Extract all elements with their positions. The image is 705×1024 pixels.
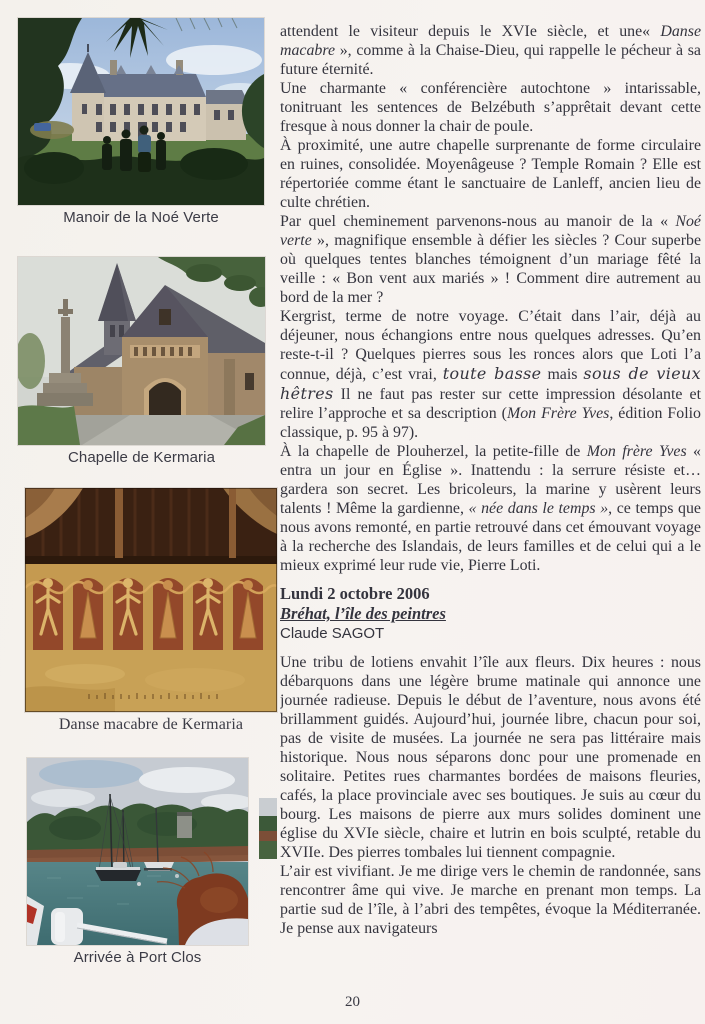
manoir-photo: [18, 18, 264, 205]
body-paragraph: Une charmante « conférencière autochtone » intarissable, tonitruant les sentences de Belzébuth s’apprêtait devant cette fresque à nous donner la chair de poule.: [280, 80, 701, 135]
port-clos-photo: [27, 758, 248, 945]
figure-manoir: [18, 18, 264, 226]
figure-caption-port-clos: Arrivée à Port Clos: [73, 949, 202, 966]
photo-sliver: [259, 798, 277, 859]
chapelle-photo: [18, 257, 265, 445]
body-paragraph: Kergrist, terme de notre voyage. C’était dans l’air, déjà au déjeuner, nous échangions entre nous quelques adresses. Qu’en reste-t-il ? Quelques pierres sous les ronces alors que Loti l’a connue, déjà, c’est vrai, toute basse mais sous de vieux hêtres Il ne faut pas rester sur cette impression désolante et relire l’approche et sa description (Mon Frère Yves, édition Folio classique, p. 95 à 97).: [280, 308, 701, 441]
figure-caption-danse-macabre: Danse macabre de Kermaria: [58, 716, 244, 733]
article-text: [280, 22, 701, 1002]
danse-macabre-photo: [25, 488, 277, 712]
figure-caption-manoir: Manoir de la Noé Verte: [63, 209, 219, 226]
page-number: 20: [345, 994, 360, 1010]
body-paragraph: L’air est vivifiant. Je me dirige vers le chemin de randonnée, sans rencontrer âme qui vive. Je marche en prenant mon temps. La partie sud de l’île, à l’abri des tempêtes, évoque la Méditerranée. Je pense aux navigateurs: [280, 863, 701, 937]
section-heading: [280, 584, 701, 643]
body-paragraph: attendent le visiteur depuis le XVIe siècle, et une« Danse macabre », comme à la Chaise-Dieu, qui rappelle le pécheur à sa future éternité.: [280, 23, 701, 78]
author-name: Claude SAGOT: [280, 625, 385, 642]
body-paragraph: À la chapelle de Plouherzel, la petite-fille de Mon frère Yves « entra un jour en Église ». Inattendu : la serrure résiste et… gardera son secret. Les bricoleurs, la marine y usèrent leurs talents ! Même la gardienne, « née dans le temps », ce temps que nous avons remonté, en partie retrouvé dans cet émouvant voyage à la recherche des Islandais, de leurs familles et de celui qui a le mieux exprimé leur rude vie, Pierre Loti.: [280, 443, 701, 574]
figure-port-clos: [27, 758, 248, 966]
section-title: Bréhat, l’île des peintres: [280, 604, 446, 623]
figure-caption-chapelle: Chapelle de Kermaria: [67, 449, 216, 466]
figure-chapelle: [18, 257, 265, 466]
body-paragraph: À proximité, une autre chapelle surprenante de forme circulaire en ruines, consolidée. Moyenâgeuse ? Temple Romain ? Elle est répertoriée comme étant le sanctuaire de Lanleff, ancien lieu de culte chrétien.: [280, 137, 701, 211]
body-paragraph: Une tribu de lotiens envahit l’île aux fleurs. Dix heures : nous débarquons dans une légère brume matinale qui annonce une journée radieuse. Depuis le début de l’aventure, nous avons été brillamment guidés. Aujourd’hui, journée libre, chacun pour soi, pas de visite de musées. La journée ne sera pas littéraire mais historique. Nous nous séparons donc pour une promenade en solitaire. Petites rues charmantes bordées de maisons fleuries, cafés, la place provinciale avec ses boutiques. Je suis au cœur du bourg. Les maisons de pierre aux murs solides dominent une église du XVIe siècle, chaire et lutrin en bois sculpté, retable du XVIIe. Des pierres tombales lui tiennent compagnie.: [280, 654, 701, 861]
body-paragraph: Par quel cheminement parvenons-nous au manoir de la « Noé verte », magnifique ensemble à défier les siècles ? Cour superbe où quelques tentes blanches témoignent d’un mariage fêté la veille : « Bon vent aux mariés » ! Comment dire autrement au bord de la mer ?: [280, 213, 701, 306]
date-heading: Lundi 2 octobre 2006: [280, 584, 430, 603]
figure-danse-macabre: [25, 488, 277, 734]
